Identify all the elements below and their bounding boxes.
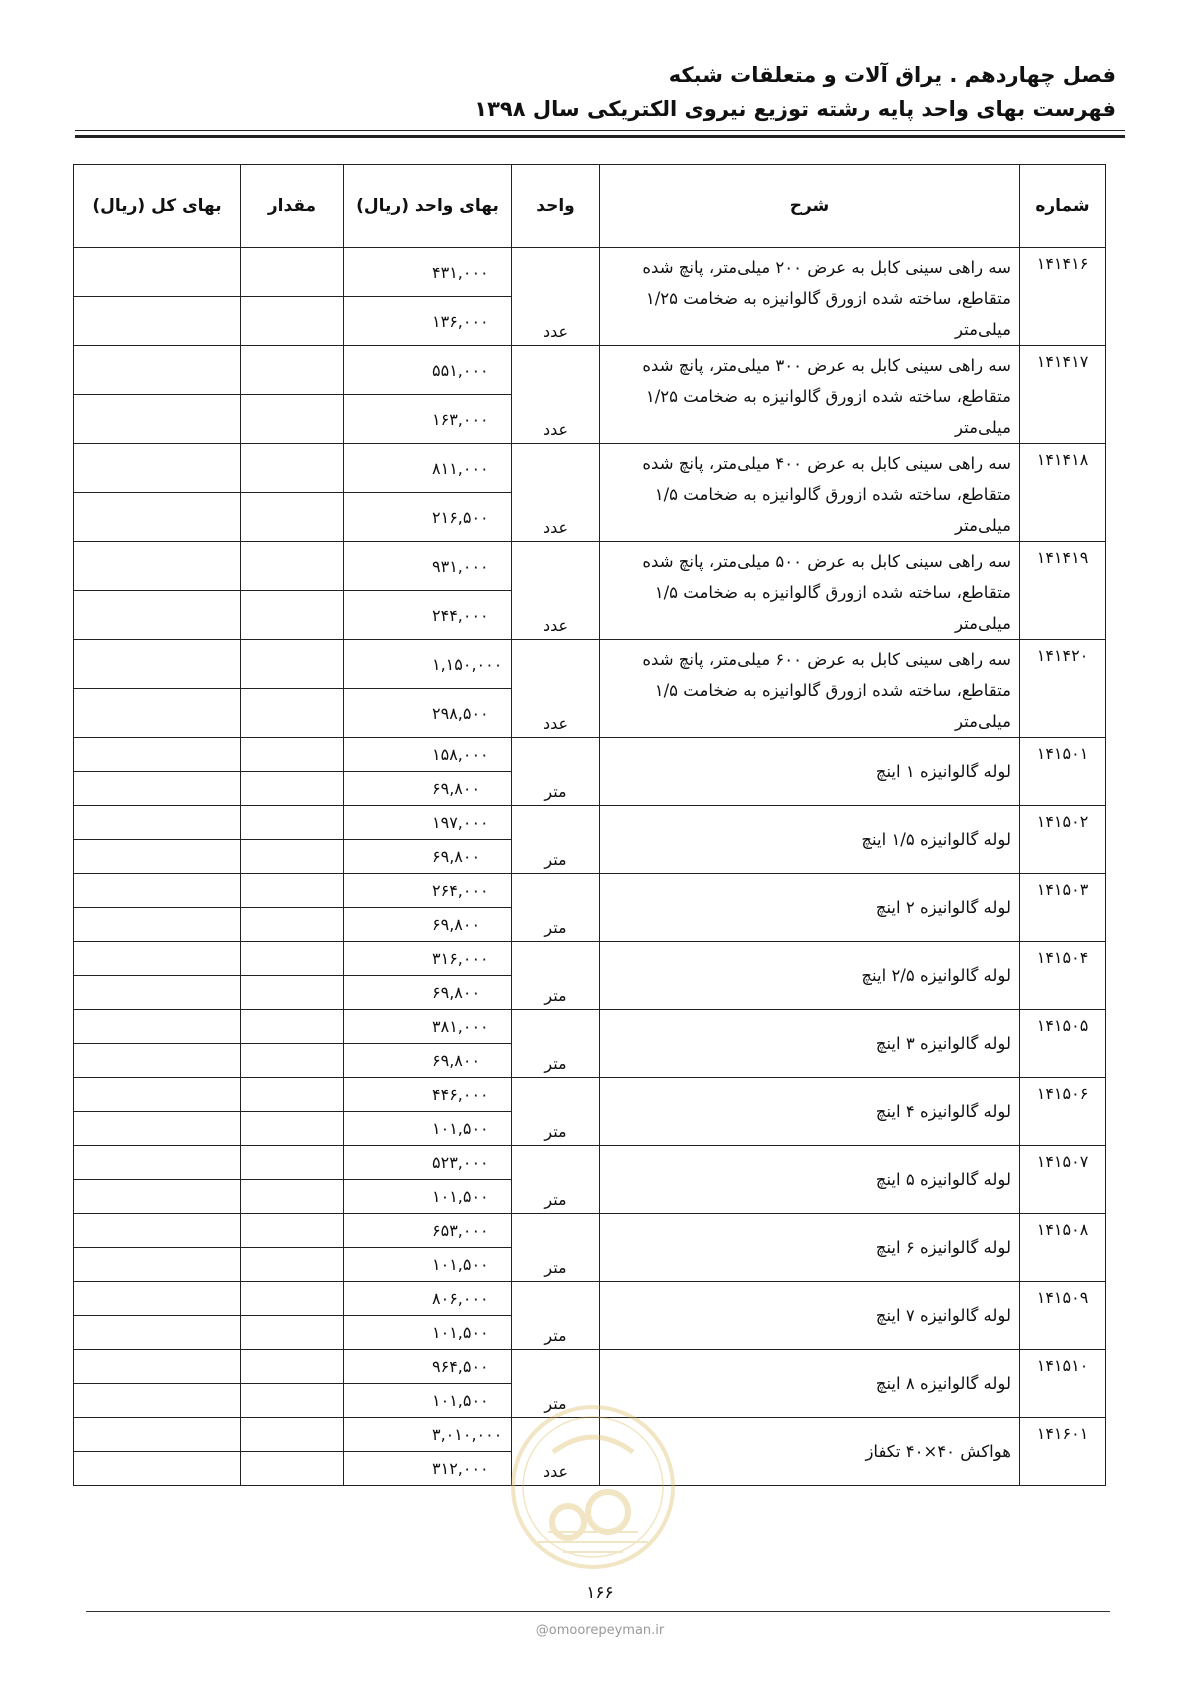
item-total-1: [74, 1078, 241, 1112]
item-total-2: [74, 1452, 241, 1486]
item-unit-price-1: ۹۳۱,۰۰۰: [344, 542, 512, 591]
col-header-description: شرح: [600, 165, 1020, 248]
table-row: [74, 738, 1106, 772]
item-number: ۱۴۱۵۰۸: [1020, 1214, 1106, 1282]
header-rule-thick: [75, 135, 1125, 138]
item-unit: متر: [512, 1146, 600, 1214]
item-total-2: [74, 1044, 241, 1078]
item-number: ۱۴۱۵۰۵: [1020, 1010, 1106, 1078]
item-quantity-1: [241, 346, 344, 395]
item-quantity-1: [241, 738, 344, 772]
item-description: سه راهی سینی کابل به عرض ۵۰۰ میلی‌متر، پانچ شده متقاطع، ساخته شده ازورق گالوانیزه به ضخامت ۱/۵ میلی‌متر: [600, 542, 1020, 640]
item-unit-price-1: ۵۵۱,۰۰۰: [344, 346, 512, 395]
footer-rule: [86, 1611, 1110, 1612]
item-unit: متر: [512, 1078, 600, 1146]
item-total-2: [74, 840, 241, 874]
item-description: لوله گالوانیزه ۳ اینچ: [600, 1010, 1020, 1078]
item-unit: عدد: [512, 542, 600, 640]
item-unit-price-1: ۴۳۱,۰۰۰: [344, 248, 512, 297]
item-unit-price-2: ۲۹۸,۵۰۰: [344, 689, 512, 738]
item-unit-price-2: ۱۰۱,۵۰۰: [344, 1248, 512, 1282]
col-header-total-price: بهای کل (ریال): [74, 165, 241, 248]
item-total-1: [74, 738, 241, 772]
item-unit-price-1: ۸۰۶,۰۰۰: [344, 1282, 512, 1316]
table-row: [74, 874, 1106, 908]
item-total-1: [74, 542, 241, 591]
item-unit-price-1: ۱۵۸,۰۰۰: [344, 738, 512, 772]
item-quantity-2: [241, 1384, 344, 1418]
item-total-2: [74, 395, 241, 444]
item-total-1: [74, 806, 241, 840]
item-total-2: [74, 1248, 241, 1282]
item-quantity-2: [241, 840, 344, 874]
item-number: ۱۴۱۴۱۶: [1020, 248, 1106, 346]
item-description: لوله گالوانیزه ۷ اینچ: [600, 1282, 1020, 1350]
table-row: [74, 444, 1106, 493]
table-row: [74, 640, 1106, 689]
item-quantity-2: [241, 976, 344, 1010]
item-total-2: [74, 591, 241, 640]
item-unit: متر: [512, 1010, 600, 1078]
table-row: [74, 542, 1106, 591]
item-total-1: [74, 874, 241, 908]
item-total-1: [74, 1146, 241, 1180]
item-quantity-1: [241, 1078, 344, 1112]
item-total-1: [74, 248, 241, 297]
table-row: [74, 1282, 1106, 1316]
item-quantity-1: [241, 640, 344, 689]
table-row: [74, 1146, 1106, 1180]
watermark-logo: [508, 1392, 678, 1582]
item-unit-price-1: ۳۱۶,۰۰۰: [344, 942, 512, 976]
item-quantity-2: [241, 591, 344, 640]
item-number: ۱۴۱۴۱۹: [1020, 542, 1106, 640]
col-header-unit: واحد: [512, 165, 600, 248]
item-number: ۱۴۱۶۰۱: [1020, 1418, 1106, 1486]
item-description: لوله گالوانیزه ۴ اینچ: [600, 1078, 1020, 1146]
item-description: هواکش ۴۰×۴۰ تکفاز: [600, 1418, 1020, 1486]
item-total-2: [74, 908, 241, 942]
item-number: ۱۴۱۴۱۷: [1020, 346, 1106, 444]
item-quantity-1: [241, 444, 344, 493]
item-quantity-2: [241, 493, 344, 542]
table-row: [74, 346, 1106, 395]
table-row: [74, 1010, 1106, 1044]
price-table: [73, 164, 1106, 1486]
item-quantity-1: [241, 1146, 344, 1180]
item-unit-price-1: ۳۸۱,۰۰۰: [344, 1010, 512, 1044]
item-quantity-2: [241, 297, 344, 346]
item-quantity-1: [241, 806, 344, 840]
item-unit-price-1: ۵۲۳,۰۰۰: [344, 1146, 512, 1180]
item-quantity-2: [241, 1452, 344, 1486]
item-quantity-1: [241, 942, 344, 976]
item-unit-price-2: ۱۰۱,۵۰۰: [344, 1316, 512, 1350]
item-unit: متر: [512, 806, 600, 874]
item-total-2: [74, 1180, 241, 1214]
item-number: ۱۴۱۵۰۲: [1020, 806, 1106, 874]
item-unit-price-1: ۶۵۳,۰۰۰: [344, 1214, 512, 1248]
item-total-1: [74, 1418, 241, 1452]
item-description: سه راهی سینی کابل به عرض ۶۰۰ میلی‌متر، پانچ شده متقاطع، ساخته شده ازورق گالوانیزه به ضخامت ۱/۵ میلی‌متر: [600, 640, 1020, 738]
item-unit-price-1: ۸۱۱,۰۰۰: [344, 444, 512, 493]
item-total-2: [74, 297, 241, 346]
item-unit-price-2: ۶۹,۸۰۰: [344, 772, 512, 806]
item-total-2: [74, 493, 241, 542]
item-quantity-1: [241, 1418, 344, 1452]
item-quantity-1: [241, 1282, 344, 1316]
table-body: [74, 248, 1106, 1486]
item-quantity-1: [241, 1010, 344, 1044]
item-unit-price-2: ۶۹,۸۰۰: [344, 976, 512, 1010]
item-quantity-1: [241, 874, 344, 908]
item-quantity-2: [241, 908, 344, 942]
item-unit: متر: [512, 1214, 600, 1282]
item-quantity-2: [241, 1316, 344, 1350]
item-description: لوله گالوانیزه ۱ اینچ: [600, 738, 1020, 806]
col-header-number: شماره: [1020, 165, 1106, 248]
item-total-2: [74, 1112, 241, 1146]
item-unit: عدد: [512, 1418, 600, 1486]
item-number: ۱۴۱۵۰۶: [1020, 1078, 1106, 1146]
item-unit-price-2: ۱۶۳,۰۰۰: [344, 395, 512, 444]
item-unit-price-1: ۱,۱۵۰,۰۰۰: [344, 640, 512, 689]
item-total-1: [74, 1010, 241, 1044]
item-description: سه راهی سینی کابل به عرض ۴۰۰ میلی‌متر، پانچ شده متقاطع، ساخته شده ازورق گالوانیزه به ضخامت ۱/۵ میلی‌متر: [600, 444, 1020, 542]
item-quantity-2: [241, 772, 344, 806]
item-quantity-1: [241, 1350, 344, 1384]
page-header: [66, 58, 1116, 126]
item-total-2: [74, 1316, 241, 1350]
item-description: سه راهی سینی کابل به عرض ۲۰۰ میلی‌متر، پانچ شده متقاطع، ساخته شده ازورق گالوانیزه به ضخامت ۱/۲۵ میلی‌متر: [600, 248, 1020, 346]
table-row: [74, 248, 1106, 297]
item-number: ۱۴۱۵۰۹: [1020, 1282, 1106, 1350]
item-description: لوله گالوانیزه ۵ اینچ: [600, 1146, 1020, 1214]
item-unit-price-1: ۴۴۶,۰۰۰: [344, 1078, 512, 1112]
table-row: [74, 942, 1106, 976]
item-total-1: [74, 942, 241, 976]
item-quantity-2: [241, 1044, 344, 1078]
item-unit-price-1: ۱۹۷,۰۰۰: [344, 806, 512, 840]
item-quantity-2: [241, 1112, 344, 1146]
item-unit: متر: [512, 738, 600, 806]
item-number: ۱۴۱۴۱۸: [1020, 444, 1106, 542]
item-number: ۱۴۱۵۰۱: [1020, 738, 1106, 806]
item-quantity-2: [241, 1248, 344, 1282]
item-unit-price-2: ۲۴۴,۰۰۰: [344, 591, 512, 640]
footer-site: @omoorepeyman.ir: [535, 1623, 665, 1638]
item-total-1: [74, 1214, 241, 1248]
item-description: لوله گالوانیزه ۲/۵ اینچ: [600, 942, 1020, 1010]
item-unit: عدد: [512, 640, 600, 738]
item-total-1: [74, 444, 241, 493]
item-unit-price-2: ۶۹,۸۰۰: [344, 840, 512, 874]
item-total-2: [74, 689, 241, 738]
item-unit-price-2: ۳۱۲,۰۰۰: [344, 1452, 512, 1486]
item-total-2: [74, 772, 241, 806]
chapter-title: فصل چهاردهم . یراق آلات و متعلقات شبکه: [668, 63, 1116, 87]
item-quantity-2: [241, 1180, 344, 1214]
table-row: [74, 1350, 1106, 1384]
item-unit-price-1: ۳,۰۱۰,۰۰۰: [344, 1418, 512, 1452]
item-unit: عدد: [512, 248, 600, 346]
item-total-2: [74, 1384, 241, 1418]
item-unit: متر: [512, 874, 600, 942]
item-total-1: [74, 1350, 241, 1384]
item-unit: عدد: [512, 346, 600, 444]
item-quantity-1: [241, 248, 344, 297]
item-unit: متر: [512, 942, 600, 1010]
item-unit-price-2: ۱۰۱,۵۰۰: [344, 1112, 512, 1146]
header-rule-thin: [75, 130, 1125, 131]
item-description: سه راهی سینی کابل به عرض ۳۰۰ میلی‌متر، پانچ شده متقاطع، ساخته شده ازورق گالوانیزه به ضخامت ۱/۲۵ میلی‌متر: [600, 346, 1020, 444]
item-description: لوله گالوانیزه ۸ اینچ: [600, 1350, 1020, 1418]
item-number: ۱۴۱۵۰۴: [1020, 942, 1106, 1010]
item-quantity-2: [241, 395, 344, 444]
item-unit-price-2: ۱۳۶,۰۰۰: [344, 297, 512, 346]
item-quantity-1: [241, 542, 344, 591]
item-total-1: [74, 640, 241, 689]
item-unit-price-2: ۲۱۶,۵۰۰: [344, 493, 512, 542]
col-header-unit-price: بهای واحد (ریال): [344, 165, 512, 248]
item-unit-price-2: ۱۰۱,۵۰۰: [344, 1180, 512, 1214]
item-total-2: [74, 976, 241, 1010]
item-unit: متر: [512, 1350, 600, 1418]
col-header-quantity: مقدار: [241, 165, 344, 248]
item-description: لوله گالوانیزه ۱/۵ اینچ: [600, 806, 1020, 874]
item-unit-price-1: ۲۶۴,۰۰۰: [344, 874, 512, 908]
item-quantity-1: [241, 1214, 344, 1248]
item-number: ۱۴۱۵۰۳: [1020, 874, 1106, 942]
item-unit-price-2: ۶۹,۸۰۰: [344, 908, 512, 942]
item-total-1: [74, 1282, 241, 1316]
item-number: ۱۴۱۵۰۷: [1020, 1146, 1106, 1214]
item-unit: متر: [512, 1282, 600, 1350]
item-description: لوله گالوانیزه ۲ اینچ: [600, 874, 1020, 942]
table-row: [74, 1214, 1106, 1248]
table-row: [74, 806, 1106, 840]
item-unit: عدد: [512, 444, 600, 542]
item-unit-price-1: ۹۶۴,۵۰۰: [344, 1350, 512, 1384]
item-unit-price-2: ۱۰۱,۵۰۰: [344, 1384, 512, 1418]
table-header-row: [74, 165, 1106, 248]
item-description: لوله گالوانیزه ۶ اینچ: [600, 1214, 1020, 1282]
item-number: ۱۴۱۵۱۰: [1020, 1350, 1106, 1418]
item-number: ۱۴۱۴۲۰: [1020, 640, 1106, 738]
page-number: ۱۶۶: [586, 1583, 614, 1603]
item-unit-price-2: ۶۹,۸۰۰: [344, 1044, 512, 1078]
item-quantity-2: [241, 689, 344, 738]
list-title: فهرست بهای واحد پایه رشته توزیع نیروی الکتریکی سال ۱۳۹۸: [474, 97, 1116, 121]
item-total-1: [74, 346, 241, 395]
table-row: [74, 1078, 1106, 1112]
